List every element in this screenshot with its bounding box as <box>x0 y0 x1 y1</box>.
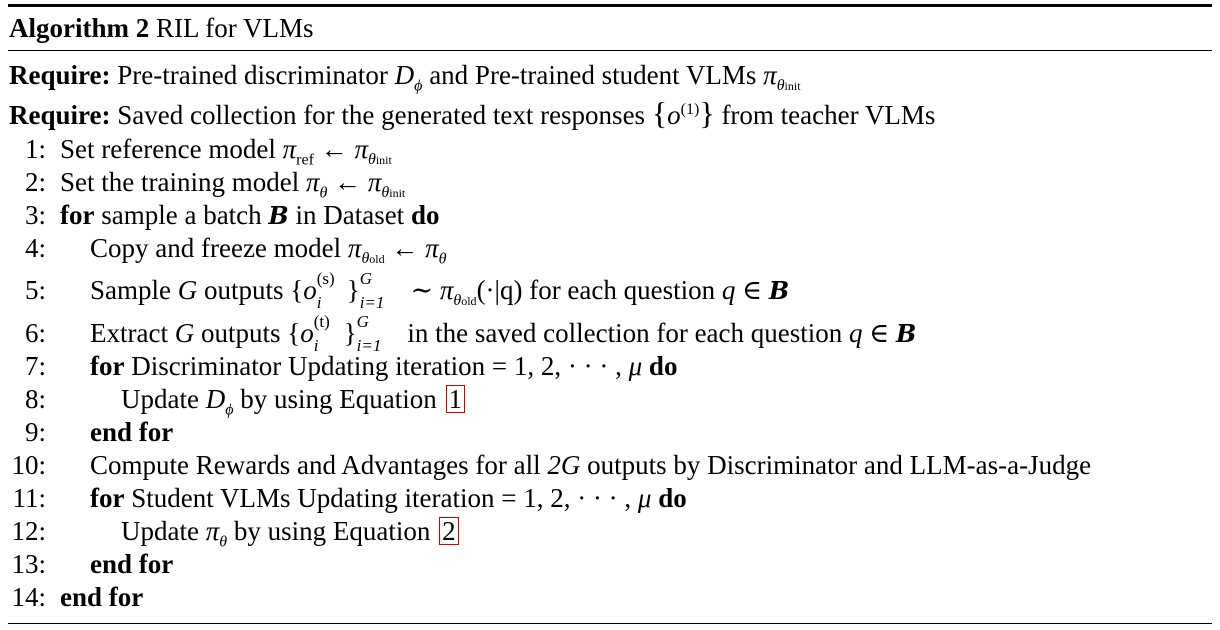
math-subsubscript: init <box>375 153 392 168</box>
step-text: outputs <box>204 275 284 305</box>
step-text: Update <box>121 384 199 414</box>
line-number: 4: <box>24 233 46 263</box>
line-number: 2: <box>24 167 46 197</box>
math-symbol: q <box>721 275 736 305</box>
math-symbol: π <box>282 134 297 164</box>
math-subscript: θ <box>219 533 228 551</box>
step-text: in Dataset <box>295 200 405 230</box>
caption-rule <box>8 50 1212 51</box>
math-superscript: (t) <box>313 311 330 331</box>
arrow-symbol: ← <box>320 134 348 164</box>
step-text: for each question <box>529 275 716 305</box>
math-range-lower: i=1 <box>356 335 382 355</box>
require-text: and Pre-trained student VLMs <box>429 60 757 90</box>
step-text: outputs <box>200 318 281 348</box>
keyword-for: for <box>90 483 125 513</box>
keyword-do: do <box>658 483 687 513</box>
math-set-symbol: B <box>896 319 917 348</box>
math-args: (·|q) <box>476 275 523 305</box>
math-symbol: μ <box>637 483 652 513</box>
math-subscript: θ <box>367 151 376 169</box>
step-text: Compute Rewards and Advantages for all <box>90 450 541 480</box>
math-symbol: π <box>367 167 382 197</box>
math-symbol: D <box>394 60 415 90</box>
step-text: in the saved collection for each question <box>407 318 843 348</box>
element-of-symbol: ∈ <box>742 275 763 305</box>
step-text: by using Equation <box>233 516 431 546</box>
step-text: Set reference model <box>60 134 276 164</box>
math-subsubscript: old <box>461 294 477 309</box>
math-subscript: i <box>316 292 322 312</box>
math-range-upper: G <box>359 268 372 288</box>
keyword-do: do <box>410 200 440 230</box>
step-text: by using Equation <box>240 384 437 414</box>
math-symbol: q <box>849 318 863 348</box>
line-number: 1: <box>24 134 46 164</box>
step-text: Copy and freeze model <box>90 233 342 263</box>
arrow-symbol: ← <box>334 167 362 197</box>
math-subscript: i <box>313 335 319 355</box>
math-subscript: θ <box>319 184 328 202</box>
math-subscript: ϕ <box>225 401 234 419</box>
keyword-end-for: end for <box>90 549 174 579</box>
math-range-stack <box>359 268 404 312</box>
step-text: outputs by Discriminator and LLM-as-a-Judge <box>587 450 1092 480</box>
math-symbol: G <box>177 275 198 305</box>
step-text: Discriminator Updating iteration <box>131 351 486 381</box>
keyword-for: for <box>60 200 95 230</box>
math-symbol: π <box>439 275 454 305</box>
math-subscript: ref <box>296 151 314 169</box>
math-set-symbol: B <box>768 276 790 305</box>
line-number: 9: <box>24 417 46 447</box>
element-of-symbol: ∈ <box>869 318 890 348</box>
math-subscript: ϕ <box>414 77 423 95</box>
math-symbol: π <box>347 233 362 263</box>
math-range-stack <box>356 311 401 355</box>
math-subsubscript: old <box>369 252 385 267</box>
line-number: 13: <box>11 549 46 579</box>
bottom-rule <box>8 623 1212 624</box>
arrow-symbol: ← <box>391 233 419 263</box>
line-number: 5: <box>24 275 46 305</box>
math-symbol: o <box>300 318 314 348</box>
line-number: 8: <box>24 384 46 414</box>
line-number: 12: <box>11 516 46 546</box>
step-text: Sample <box>90 275 171 305</box>
math-brace: { <box>651 95 668 131</box>
math-brace: } <box>699 95 715 131</box>
keyword-end-for: end for <box>90 417 174 447</box>
require-text: from teacher VLMs <box>721 100 936 130</box>
math-symbol: 2G <box>547 450 581 480</box>
algorithm-title: RIL for VLMs <box>155 13 314 43</box>
keyword-do: do <box>648 351 678 381</box>
math-subscript: θ <box>776 77 785 95</box>
keyword-for: for <box>90 351 125 381</box>
math-subscript: θ <box>453 292 462 310</box>
math-subscript: θ <box>381 184 390 202</box>
math-subsubscript: init <box>784 79 801 94</box>
math-symbol: D <box>205 384 226 414</box>
line-number: 10: <box>11 450 46 480</box>
math-range: = 1, 2, · · · , <box>501 483 632 513</box>
line-number: 7: <box>24 351 46 381</box>
step-text: Extract <box>90 318 168 348</box>
require-keyword: Require: <box>9 100 111 130</box>
math-range-lower: i=1 <box>359 292 385 312</box>
math-symbol: π <box>354 134 368 164</box>
require-text: Pre-trained discriminator <box>117 60 388 90</box>
equation-link[interactable]: 1 <box>446 385 466 413</box>
math-superscript: (1) <box>680 101 700 118</box>
require-text: Saved collection for the generated text responses <box>117 100 646 130</box>
algorithm-label: Algorithm 2 <box>9 13 150 43</box>
math-set-symbol: B <box>268 201 289 230</box>
math-superscript: (s) <box>316 268 335 288</box>
equation-link[interactable]: 2 <box>439 517 459 545</box>
math-symbol: π <box>305 167 320 197</box>
step-text: Set the training model <box>60 167 300 197</box>
math-sup-sub-stack <box>316 268 347 312</box>
step-text: Update <box>121 516 199 546</box>
math-symbol: π <box>425 233 439 263</box>
line-number: 6: <box>24 318 46 348</box>
math-symbol: π <box>763 60 777 90</box>
algorithm-caption <box>9 10 313 46</box>
math-symbol: G <box>174 318 195 348</box>
top-rule <box>8 4 1212 7</box>
line-number: 3: <box>24 200 46 230</box>
tilde-symbol: ∼ <box>410 275 434 305</box>
math-subscript: θ <box>361 250 370 268</box>
math-symbol: o <box>303 275 317 305</box>
line-number: 11: <box>12 483 46 513</box>
require-keyword: Require: <box>9 60 111 90</box>
math-symbol: π <box>205 516 220 546</box>
math-subsubscript: init <box>389 186 406 201</box>
math-symbol: μ <box>628 351 643 381</box>
math-subscript: θ <box>438 250 447 268</box>
math-symbol: o <box>667 100 681 130</box>
step-text: sample a batch <box>101 200 262 230</box>
keyword-end-for: end for <box>60 582 144 612</box>
math-range: = 1, 2, · · · , <box>491 351 622 381</box>
math-sup-sub-stack <box>313 311 344 355</box>
step-text: Student VLMs Updating iteration <box>131 483 495 513</box>
line-number: 14: <box>11 582 46 612</box>
math-range-upper: G <box>356 311 369 331</box>
